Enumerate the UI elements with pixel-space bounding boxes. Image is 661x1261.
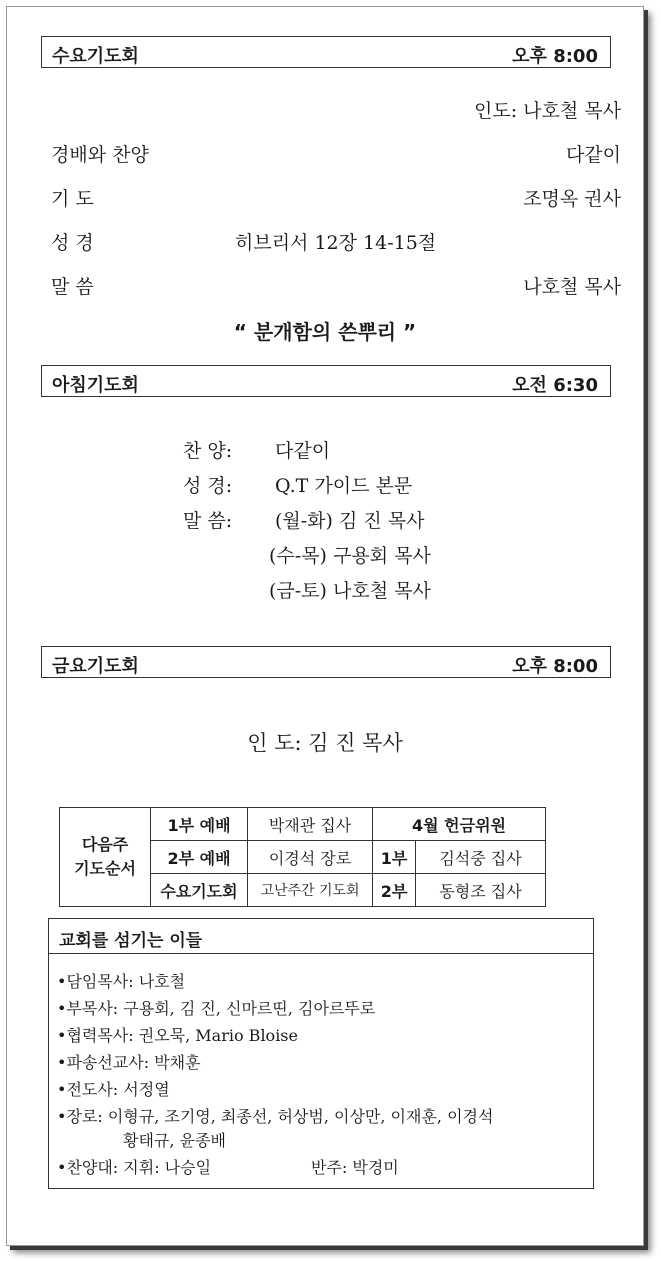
choir-accompanist: 반주: 박경미 [311, 1158, 399, 1177]
staff-line: 황태규, 윤종배 [123, 1131, 226, 1150]
table-row [60, 808, 546, 841]
person-cell: 이경석 장로 [248, 841, 373, 874]
morning-label: 성 경: [183, 475, 233, 497]
person-cell: 박재관 집사 [248, 808, 373, 841]
friday-leader: 인 도: 김 진 목사 [247, 731, 403, 755]
offering-part: 1부 [373, 841, 416, 874]
friday-header [41, 646, 611, 678]
staff-line: •파송선교사: 박채훈 [57, 1053, 201, 1072]
morning-value: Q.T 가이드 본문 [275, 475, 413, 497]
morning-value: (월-화) 김 진 목사 [275, 510, 425, 532]
friday-time: 오후 8:00 [512, 656, 598, 677]
offering-title: 4월 헌금위원 [373, 808, 546, 841]
wednesday-time: 오후 8:00 [512, 46, 598, 67]
choir-conductor: •찬양대: 지휘: 나승일 [57, 1158, 212, 1177]
morning-header [41, 365, 611, 397]
morning-label: 찬 양: [183, 440, 233, 462]
service-cell: 수요기도회 [151, 874, 248, 907]
morning-time: 오전 6:30 [512, 375, 598, 396]
offering-person: 동형조 집사 [416, 874, 546, 907]
program-value: 다같이 [565, 144, 621, 166]
rotation-header-line: 다음주 [81, 835, 129, 854]
morning-value: (금-토) 나호철 목사 [269, 580, 431, 602]
rotation-header [60, 808, 151, 907]
bulletin-page [6, 6, 644, 1246]
wednesday-header [41, 36, 611, 68]
program-value: 조명옥 권사 [523, 188, 621, 210]
sermon-title: “ 분개함의 쓴뿌리 ” [233, 320, 417, 344]
program-label: 성 경 [51, 232, 94, 254]
morning-value: 다같이 [275, 440, 331, 462]
person-cell: 고난주간 기도회 [248, 874, 373, 907]
offering-person: 김석중 집사 [416, 841, 546, 874]
wednesday-leader: 인도: 나호철 목사 [474, 100, 621, 122]
staff-line: •담임목사: 나호철 [57, 972, 186, 991]
staff-line: •장로: 이형규, 조기영, 최종선, 허상범, 이상만, 이재훈, 이경석 [57, 1107, 494, 1126]
scripture-reference: 히브리서 12장 14-15절 [235, 232, 437, 254]
service-cell: 1부 예배 [151, 808, 248, 841]
program-label: 말 씀 [51, 276, 94, 298]
friday-title: 금요기도회 [52, 656, 139, 677]
program-label: 기 도 [51, 188, 94, 210]
prayer-rotation-table [59, 807, 546, 907]
staff-line: •부목사: 구용회, 김 진, 신마르띤, 김아르뚜로 [57, 999, 376, 1018]
staff-header [49, 919, 593, 954]
morning-label: 말 씀: [183, 510, 233, 532]
wednesday-title: 수요기도회 [52, 46, 139, 67]
program-label: 경배와 찬양 [51, 144, 149, 166]
morning-value: (수-목) 구용회 목사 [269, 545, 431, 567]
rotation-header-line: 기도순서 [74, 859, 136, 878]
staff-box [48, 918, 594, 1189]
morning-title: 아침기도회 [52, 375, 139, 396]
offering-part: 2부 [373, 874, 416, 907]
staff-line: •전도사: 서정열 [57, 1080, 170, 1099]
program-value: 나호철 목사 [523, 276, 621, 298]
staff-title: 교회를 섬기는 이들 [59, 931, 203, 951]
staff-line: •협력목사: 권오묵, Mario Bloise [57, 1026, 298, 1045]
service-cell: 2부 예배 [151, 841, 248, 874]
